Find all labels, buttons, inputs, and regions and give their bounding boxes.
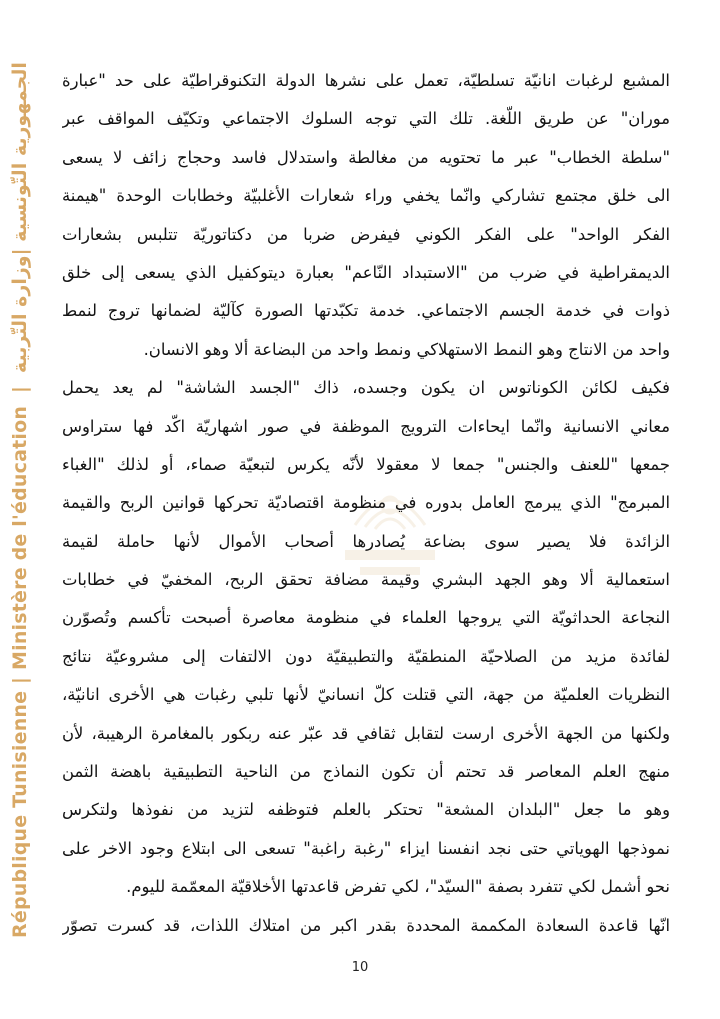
- body-line: لفائدة مزيد من الصلاحيّة المنطقيّة والتطبيقيّة دون الالتفات إلى مشروعيّة نتائج: [62, 646, 670, 666]
- body-line: فكيف لكائن الكوناتوس ان يكون وجسده، ذاك "الجسد الشاشة" لم يعد يحمل: [62, 378, 670, 398]
- body-line: معاني الانسانية وانّما ايحاءات الترويج الموظفة في صور اشهاريّة اكّد فها ستراوس: [62, 416, 670, 436]
- body-line: ولكنها من الجهة الأخرى ارست لتقابل ثقافي قد عبّر عنه ربكور بالمغامرة الرهيبة، لأن: [62, 723, 670, 743]
- body-line: نحو أشمل لكي تتفرد بصفة "السيّد"، لكي تفرض قاعدتها الأخلاقيّة المعمّمة لليوم.: [126, 877, 670, 897]
- banner-french: République Tunisienne | Ministère de l'éducation: [9, 405, 31, 938]
- body-line: الى خلق مجتمع تشاركي وانّما يخفي وراء شعارات الأغلبيّة وخطابات الوحدة "هيمنة: [62, 186, 670, 206]
- banner-separator: |: [9, 385, 31, 394]
- body-line: النجاعة الحداثويّة التي يروجها العلماء في منظومة معاصرة أصبحت تأكسم وتُصوّرن: [62, 608, 670, 628]
- body-line: جمعها "للعنف والجنس" جمعا لا معقولا لأنّه يكرس لتبعيّة صماء، أو لذلك "الغباء: [62, 454, 670, 474]
- side-banner: [0, 0, 40, 1019]
- body-line: المبرمج" الذي يبرمج العامل بدوره في منظومة اقتصاديّة تحركها قوانين الربح والقيمة: [62, 493, 670, 513]
- body-line: منهج العلم المعاصر قد تحتم أن تكون النماذج من الناحية التطبيقية باهضة الثمن: [62, 762, 670, 782]
- body-line: الديمقراطية في ضرب من "الاستبداد النّاعم" بعبارة ديتوكفيل الذي يسعى إلى خلق: [62, 262, 670, 282]
- body-line: الفكر الواحد" على الفكر الكوني فيفرض ضربا من دكتاتوريّة تتلبس بشعارات: [62, 224, 670, 244]
- body-line: "سلطة الخطاب" عبر ما تحتويه من مغالطة واستدلال فاسد وحجاج زائف لا يسعى: [62, 147, 670, 167]
- body-line: وهو ما جعل "البلدان المشعة" تحتكر بالعلم فتوظفه لتزيد من نفوذها ولتكرس: [62, 800, 670, 820]
- body-line: استعمالية ألا وهو الجهد البشري وقيمة مضافة تحقق الربح، المخفيّ في خطابات: [62, 570, 670, 590]
- document-body: [62, 62, 670, 945]
- body-line: المشبع لرغبات انانيّة تسلطيّة، تعمل على نشرها الدولة التكنوقراطيّة على حد "عبارة: [62, 71, 670, 90]
- side-banner-text: [9, 62, 31, 938]
- banner-arabic: الجمهورية التّونسية |وزارة التّربية: [9, 62, 31, 374]
- body-line: واحد من الانتاج وهو النمط الاستهلاكي ونمط واحد من البضاعة ألا وهو الانسان.: [143, 339, 670, 359]
- body-line: موران" عن طريق اللّغة. تلك التي توجه السلوك الاجتماعي وتكيّف المواقف عبر: [62, 109, 670, 129]
- body-line: نموذجها الهوياتي حتى نجد انفسنا ايزاء "رغبة راغبة" تسعى الى ابتلاع وجود الاخر على: [62, 838, 670, 858]
- body-line: ذوات في خدمة الجسم الاجتماعي. خدمة تكبّدتها الصورة كآليّة لضمانها تروج لنمط: [62, 301, 670, 321]
- body-line: النظريات العلميّة من جهة، التي قتلت كلّ انسانيّ لأنها تلبي رغبات هي الأخرى انانيّة،: [62, 685, 670, 705]
- page-number: 10: [351, 960, 369, 975]
- body-line: الزائدة فلا يصير سوى بضاعة يُصادرها أصحاب الأموال لأنها حاملة لقيمة: [62, 531, 670, 551]
- body-line: انّها قاعدة السعادة المكممة المحددة بقدر اكبر من امتلاك اللذات، قد كسرت تصوّر: [62, 915, 670, 935]
